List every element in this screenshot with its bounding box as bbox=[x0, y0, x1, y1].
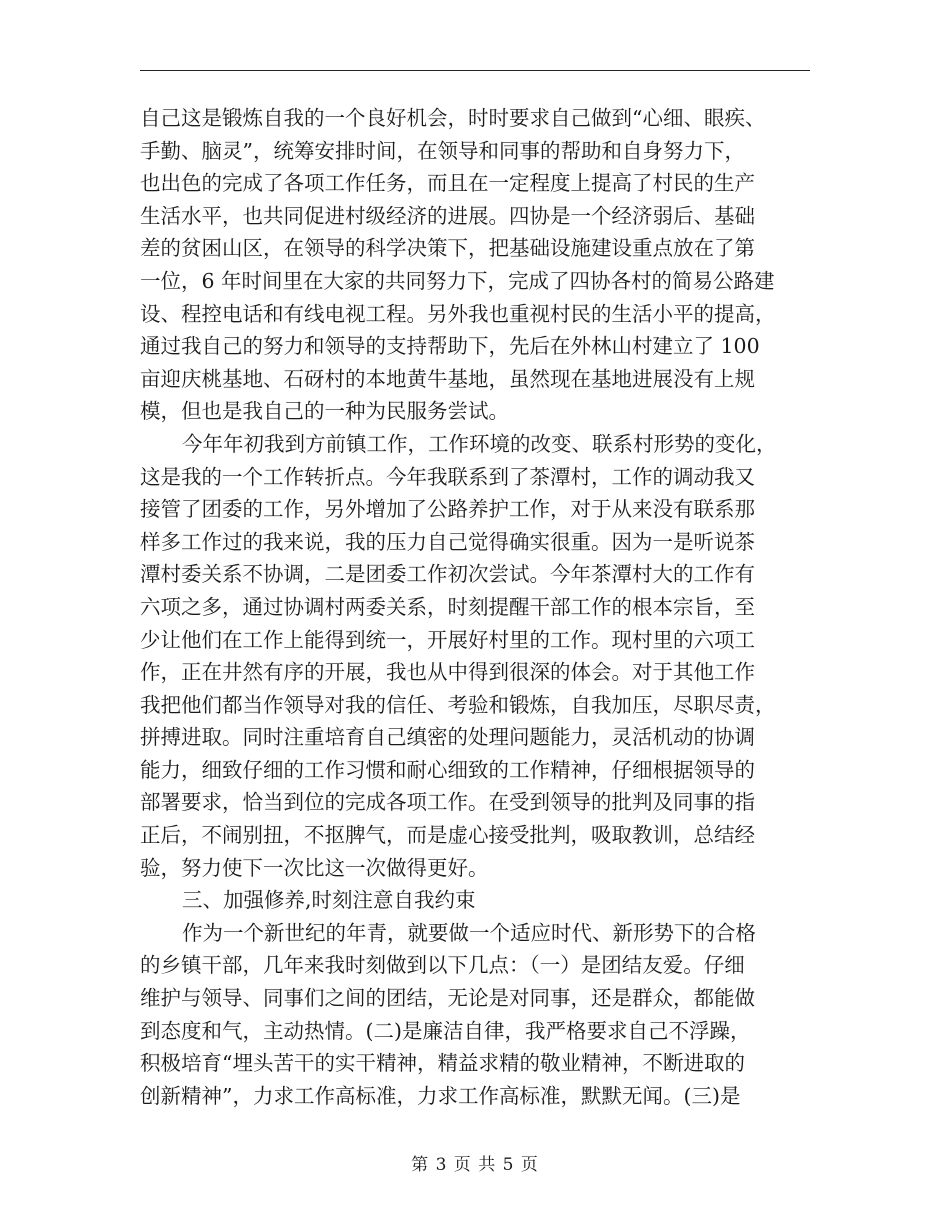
text-line: 作为一个新世纪的年青，就要做一个适应时代、新形势下的合格 bbox=[182, 920, 756, 945]
text-line: 设、程控电话和有线电视工程。另外我也重视村民的生活小平的提高， bbox=[140, 301, 776, 326]
page-number: 第 3 页 共 5 页 bbox=[411, 1155, 539, 1175]
text-line: 能力，细致仔细的工作习惯和耐心细致的工作精神，仔细根据领导的 bbox=[140, 757, 755, 782]
text-line: 三、加强修养,时刻注意自我约束 bbox=[182, 888, 476, 913]
text-line: 六项之多，通过协调村两委关系，时刻提醒干部工作的根本宗旨，至 bbox=[140, 594, 755, 619]
text-line: 亩迎庆桃基地、石砑村的本地黄牛基地，虽然现在基地进展没有上规 bbox=[140, 366, 755, 391]
text-line: 我把他们都当作领导对我的信任、考验和锻炼，自我加压，尽职尽责， bbox=[140, 692, 776, 717]
text-line: 的乡镇干部，几年来我时刻做到以下几点：（一）是团结友爱。仔细 bbox=[140, 953, 745, 978]
text-line: 今年年初我到方前镇工作，工作环境的改变、联系村形势的变化， bbox=[182, 431, 777, 456]
text-line: 少让他们在工作上能得到统一，开展好村里的工作。现村里的六项工 bbox=[140, 627, 755, 652]
text-line: 通过我自己的努力和领导的支持帮助下，先后在外林山村建立了 100 bbox=[140, 334, 760, 359]
text-line: 到态度和气，主动热情。(二)是廉洁自律，我严格要求自己不浮躁， bbox=[140, 1018, 751, 1043]
document-body bbox=[140, 102, 820, 1112]
text-line: 拼搏进取。同时注重培育自己缜密的处理问题能力，灵活机动的协调 bbox=[140, 725, 755, 750]
text-line: 生活水平，也共同促进村级经济的进展。四协是一个经济弱后、基础 bbox=[140, 203, 755, 228]
text-line: 作，正在井然有序的开展，我也从中得到很深的体会。对于其他工作 bbox=[140, 660, 755, 685]
text-line: 接管了团委的工作，另外增加了公路养护工作，对于从来没有联系那 bbox=[140, 497, 755, 522]
text-line: 样多工作过的我来说，我的压力自己觉得确实很重。因为一是听说茶 bbox=[140, 529, 755, 554]
text-line: 自己这是锻炼自我的一个良好机会，时时要求自己做到“心细、眼疾、 bbox=[140, 106, 766, 130]
text-line: 差的贫困山区，在领导的科学决策下，把基础设施建设重点放在了第 bbox=[140, 236, 755, 261]
text-line: 潭村委关系不协调，二是团委工作初次尝试。今年茶潭村大的工作有 bbox=[140, 562, 755, 587]
text-line: 这是我的一个工作转折点。今年我联系到了茶潭村，工作的调动我又 bbox=[140, 464, 755, 489]
text-line: 模，但也是我自己的一种为民服务尝试。 bbox=[140, 399, 509, 424]
text-line: 也出色的完成了各项工作任务，而且在一定程度上提高了村民的生产 bbox=[140, 171, 755, 196]
text-line: 手勤、脑灵”，统筹安排时间，在领导和同事的帮助和自身努力下， bbox=[140, 138, 745, 163]
text-line: 验，努力使下一次比这一次做得更好。 bbox=[140, 855, 489, 880]
text-line: 维护与领导、同事们之间的团结，无论是对同事，还是群众，都能做 bbox=[140, 986, 755, 1011]
text-line: 正后，不闹别扭，不抠脾气，而是虚心接受批判，吸取教训，总结经 bbox=[140, 823, 755, 848]
text-line: 部署要求，恰当到位的完成各项工作。在受到领导的批判及同事的指 bbox=[140, 790, 755, 815]
text-line: 一位，6 年时间里在大家的共同努力下，完成了四协各村的简易公路建 bbox=[140, 268, 775, 293]
text-line: 创新精神”，力求工作高标准，力求工作高标准，默默无闻。(三)是 bbox=[140, 1083, 741, 1108]
text-line: 积极培育“埋头苦干的实干精神，精益求精的敬业精神，不断进取的 bbox=[140, 1051, 745, 1076]
header-rule bbox=[140, 70, 810, 71]
